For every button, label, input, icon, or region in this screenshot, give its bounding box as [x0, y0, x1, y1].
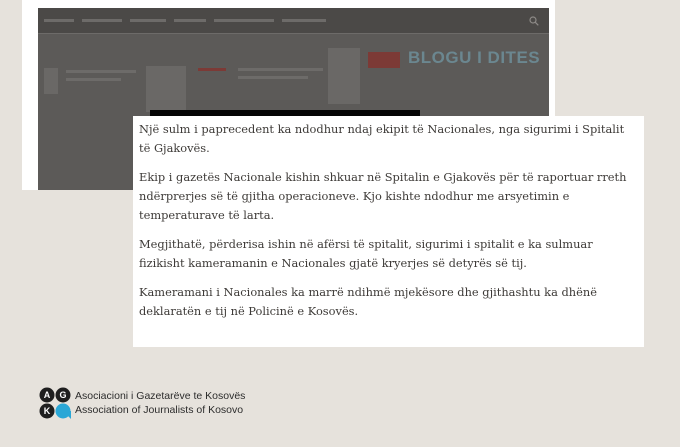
- blurred-tag: [198, 68, 226, 71]
- article-paragraph: Një sulm i paprecedent ka ndodhur ndaj ekipit të Nacionales, nga sigurimi i Spitalit të Gjakovës.: [139, 122, 625, 155]
- nav-blur: [82, 19, 122, 22]
- article-paragraph: Kameramani i Nacionales ka marrë ndihmë mjekësore dhe gjithashtu ka dhënë deklaratën e tij në Policinë e Kosovës.: [139, 285, 597, 318]
- blurred-text: [66, 70, 136, 73]
- article-paragraph: Ekip i gazetës Nacionale kishin shkuar në Spitalin e Gjakovës për të raportuar rreth ndërprerjes së të gjitha operacioneve. Kjo kishte ndodhur me arsyetimin e temperaturave të larta.: [139, 170, 627, 222]
- org-name-albanian: Asociacioni i Gazetarëve te Kosovës: [75, 390, 246, 402]
- blurred-thumbnail: [328, 48, 360, 104]
- blurred-text: [66, 78, 121, 81]
- blurred-thumbnail: [146, 66, 186, 112]
- blurred-text: [238, 76, 308, 79]
- agk-logo: [38, 387, 278, 421]
- search-icon: [529, 16, 539, 26]
- blurred-thumbnail: [44, 68, 58, 94]
- agk-logo-icon: [38, 387, 72, 421]
- blurred-nav-bar: [38, 8, 549, 34]
- nav-blur: [44, 19, 74, 22]
- logo-letter-g: G: [59, 390, 67, 400]
- nav-blur: [174, 19, 206, 22]
- logo-letter-k: K: [43, 406, 51, 416]
- nav-blur: [130, 19, 166, 22]
- logo-letter-a: A: [43, 390, 51, 400]
- article-paragraph: Megjithatë, përderisa ishin në afërsi të spitalit, sigurimi i spitalit e ka sulmuar fizikisht kameramanin e Nacionales gjatë kryerjes së detyrës së tij.: [139, 237, 593, 270]
- blog-title: BLOGU I DITES: [408, 48, 541, 67]
- nav-blur: [214, 19, 274, 22]
- org-name-english: Association of Journalists of Kosovo: [75, 404, 244, 416]
- blurred-text: [238, 68, 323, 71]
- blog-badge: [368, 52, 400, 68]
- nav-blur: [282, 19, 326, 22]
- article-card: [133, 116, 644, 347]
